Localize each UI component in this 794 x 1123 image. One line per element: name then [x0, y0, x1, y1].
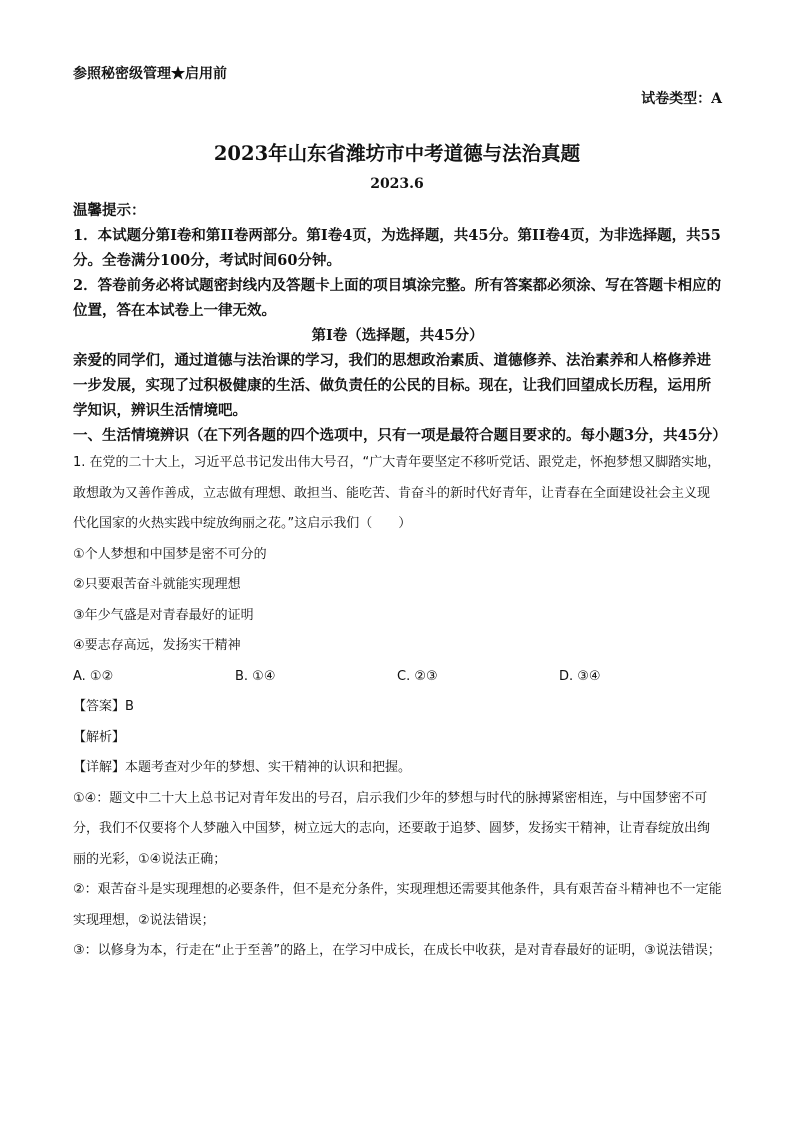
exam-body: [73, 198, 727, 967]
confidential-label: 参照秘密级管理★启用前: [73, 66, 227, 82]
answer-line: [73, 692, 722, 723]
analysis-label: 【解析】: [73, 729, 126, 745]
tips-item-1: 1．本试题分第I卷和第II卷两部分。第I卷4页，为选择题，共45分。第II卷4页，为非选择题，共55分。全卷满分100分，考试时间60分钟。: [73, 227, 721, 269]
statement-1: ①个人梦想和中国梦是密不可分的: [73, 546, 267, 562]
option-d: D. ③④: [559, 668, 601, 684]
statement-2: ②只要艰苦奋斗就能实现理想: [73, 577, 241, 592]
section-intro: 亲爱的同学们，通过道德与法治课的学习，我们的思想政治素质、道德修养、法治素养和人格修养进一步发展，实现了过积极健康的生活、做负责任的公民的目标。现在，让我们回望成长历程，运用所学知识，辨识生活情境吧。: [73, 352, 711, 419]
section-title: 第I卷（选择题，共45分）: [311, 327, 484, 344]
answer-label: 【答案】: [73, 699, 126, 714]
part-heading: 一、生活情境辨识（在下列各题的四个选项中，只有一项是最符合题目要求的。每小题3分，共45分）: [73, 427, 727, 444]
page-title: 2023年山东省潍坊市中考道德与法治真题: [213, 142, 581, 165]
question-stem: 1. 在党的二十大上，习近平总书记发出伟大号召，“广大青年要坚定不移听党话、跟党走，怀抱梦想又脚踏实地，敢想敢为又善作善成，立志做有理想、敢担当、能吃苦、肯奋斗的新时代好青年，让青春在全面建设社会主义现代化国家的火热实践中绽放绚丽之花。”这启示我们（ ）: [73, 455, 721, 531]
explanation-2: ②：艰苦奋斗是实现理想的必要条件，但不是充分条件，实现理想还需要其他条件，具有艰苦奋斗精神也不一定能实现理想，②说法错误；: [73, 882, 722, 928]
tips-item-2: 2．答卷前务必将试题密封线内及答题卡上面的项目填涂完整。所有答案都必须涂、写在答题卡相应的位置，答在本试卷上一律无效。: [73, 277, 722, 319]
options-row: [73, 662, 722, 693]
statement-3: ③年少气盛是对青春最好的证明: [73, 607, 254, 623]
paper-type-label: 试卷类型：A: [641, 91, 722, 107]
detail-line: 【详解】本题考查对少年的梦想、实干精神的认识和把握。: [73, 760, 412, 775]
exam-date: 2023.6: [370, 176, 424, 192]
answer-value: B: [125, 699, 134, 714]
statement-4: ④要志存高远，发扬实干精神: [73, 638, 241, 653]
option-b: B. ①④: [235, 668, 276, 684]
explanation-1: ①④：题文中二十大上总书记对青年发出的号召，启示我们少年的梦想与时代的脉搏紧密相连，与中国梦密不可分，我们不仅要将个人梦融入中国梦，树立远大的志向，还要敢于追梦、圆梦，发扬实干精神，让青春绽放出绚丽的光彩，①④说法正确；: [73, 790, 711, 867]
tips-heading: 温馨提示：: [73, 202, 146, 219]
explanation-3: ③：以修身为本，行走在“止于至善”的路上，在学习中成长，在成长中收获，是对青春最好的证明，③说法错误；: [73, 943, 721, 958]
option-a: A. ①②: [73, 668, 114, 684]
option-c: C. ②③: [397, 668, 438, 684]
